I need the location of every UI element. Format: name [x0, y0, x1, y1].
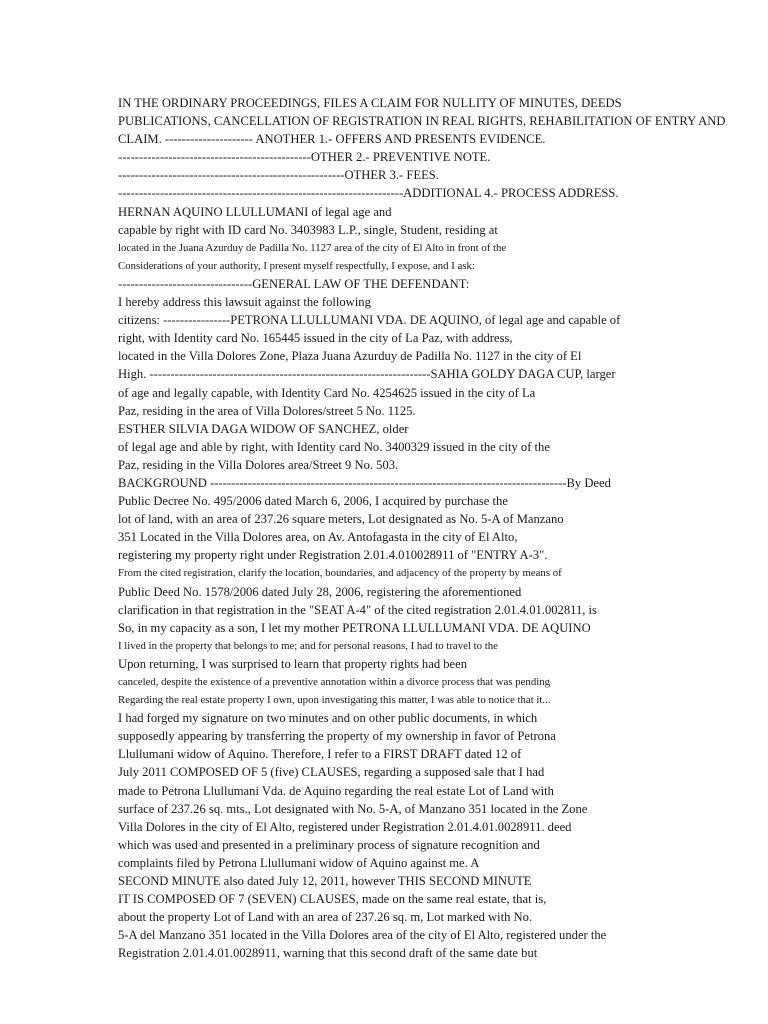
text-line: supposedly appearing by transferring the property of my ownership in favor of Petrona	[118, 729, 556, 744]
text-line: citizens: ----------------PETRONA LLULLUMANI VDA. DE AQUINO, of legal age and capable of	[118, 313, 621, 328]
text-line: I lived in the property that belongs to me; and for personal reasons, I had to travel to the	[118, 639, 498, 652]
text-line: canceled, despite the existence of a preventive annotation within a divorce process that was pending	[118, 676, 551, 688]
text-line: --------------------------------------------------------------------ADDITIONAL 4.- PROCESS ADDRESS.	[118, 186, 619, 201]
text-line: lot of land, with an area of 237.26 square meters, Lot designated as No. 5-A of Manzano	[118, 512, 564, 527]
text-line: Registration 2.01.4.01.0028911, warning that this second draft of the same date but	[118, 946, 538, 961]
text-line: ESTHER SILVIA DAGA WIDOW OF SANCHEZ, older	[118, 421, 409, 436]
text-line: CLAIM. --------------------- ANOTHER 1.- OFFERS AND PRESENTS EVIDENCE.	[118, 132, 546, 147]
text-line: Considerations of your authority, I present myself respectfully, I expose, and I ask:	[118, 259, 475, 272]
text-line: of age and legally capable, with Identity Card No. 4254625 issued in the city of La	[118, 385, 536, 400]
text-line: From the cited registration, clarify the location, boundaries, and adjacency of the property by means of	[118, 567, 562, 580]
text-line: I had forged my signature on two minutes and on other public documents, in which	[118, 711, 538, 726]
text-line: IT IS COMPOSED OF 7 (SEVEN) CLAUSES, made on the same real estate, that is,	[118, 892, 547, 907]
text-line: SECOND MINUTE also dated July 12, 2011, however THIS SECOND MINUTE	[118, 874, 532, 889]
text-line: Upon returning, I was surprised to learn that property rights had been	[118, 656, 468, 671]
text-line: HERNAN AQUINO LLULLUMANI of legal age and	[118, 204, 392, 219]
text-line: Regarding the real estate property I own, upon investigating this matter, I was able to notice that it...	[118, 694, 551, 707]
text-line: complaints filed by Petrona Llullumani widow of Aquino against me. A	[118, 855, 480, 870]
text-line: located in the Villa Dolores Zone, Plaza Juana Azurduy de Padilla No. 1127 in the city of El	[118, 349, 582, 364]
text-line: July 2011 COMPOSED OF 5 (five) CLAUSES, regarding a supposed sale that I had	[118, 765, 545, 780]
text-line: Villa Dolores in the city of El Alto, registered under Registration 2.01.4.01.0028911. deed	[118, 819, 572, 834]
text-line: Public Deed No. 1578/2006 dated July 28, 2006, registering the aforementioned	[118, 584, 522, 599]
text-line: clarification in that registration in the "SEAT A-4" of the cited registration 2.01.4.01.002811, is	[118, 602, 597, 617]
text-line: of legal age and able by right, with Identity card No. 3400329 issued in the city of the	[118, 439, 550, 454]
text-line: Llullumani widow of Aquino. Therefore, I refer to a FIRST DRAFT dated 12 of	[118, 747, 522, 762]
text-line: 351 Located in the Villa Dolores area, on Av. Antofagasta in the city of El Alto,	[118, 530, 518, 545]
text-line: Paz, residing in the area of Villa Dolores/street 5 No. 1125.	[118, 403, 416, 418]
text-line: Public Decree No. 495/2006 dated March 6, 2006, I acquired by purchase the	[118, 494, 508, 509]
text-line: IN THE ORDINARY PROCEEDINGS, FILES A CLAIM FOR NULLITY OF MINUTES, DEEDS	[118, 96, 622, 110]
text-line: located in the Juana Azurduy de Padilla No. 1127 area of the city of El Alto in front of the	[118, 241, 507, 254]
text-line: Paz, residing in the Villa Dolores area/Street 9 No. 503.	[118, 457, 399, 472]
text-line: High. -------------------------------------------------------------------SAHIA GOLDY DAGA CUP, larger	[118, 367, 616, 382]
text-line: about the property Lot of Land with an area of 237.26 sq. m, Lot marked with No.	[118, 910, 533, 925]
text-line: 5-A del Manzano 351 located in the Villa Dolores area of the city of El Alto, registered under the	[118, 928, 607, 943]
document-page	[118, 94, 768, 963]
text-line: ----------------------------------------------OTHER 2.- PREVENTIVE NOTE.	[118, 150, 491, 165]
text-line: registering my property right under Registration 2.01.4.010028911 of "ENTRY A-3".	[118, 548, 548, 563]
text-line: PUBLICATIONS, CANCELLATION OF REGISTRATION IN REAL RIGHTS, REHABILITATION OF ENTRY AND	[118, 114, 726, 129]
text-line: which was used and presented in a preliminary process of signature recognition and	[118, 837, 540, 852]
text-line: made to Petrona Llullumani Vda. de Aquino regarding the real estate Lot of Land with	[118, 783, 554, 798]
text-line: ------------------------------------------------------OTHER 3.- FEES.	[118, 168, 439, 183]
text-line: So, in my capacity as a son, I let my mother PETRONA LLULLUMANI VDA. DE AQUINO	[118, 620, 591, 635]
text-line: I hereby address this lawsuit against the following	[118, 295, 371, 310]
text-line: right, with Identity card No. 165445 issued in the city of La Paz, with address,	[118, 331, 513, 346]
text-line: BACKGROUND -------------------------------------------------------------------------------------By Deed	[118, 475, 611, 490]
text-line: surface of 237.26 sq. mts., Lot designated with No. 5-A, of Manzano 351 located in the Zone	[118, 801, 588, 816]
text-line: capable by right with ID card No. 3403983 L.P., single, Student, residing at	[118, 222, 498, 237]
text-line: --------------------------------GENERAL LAW OF THE DEFENDANT:	[118, 276, 470, 291]
